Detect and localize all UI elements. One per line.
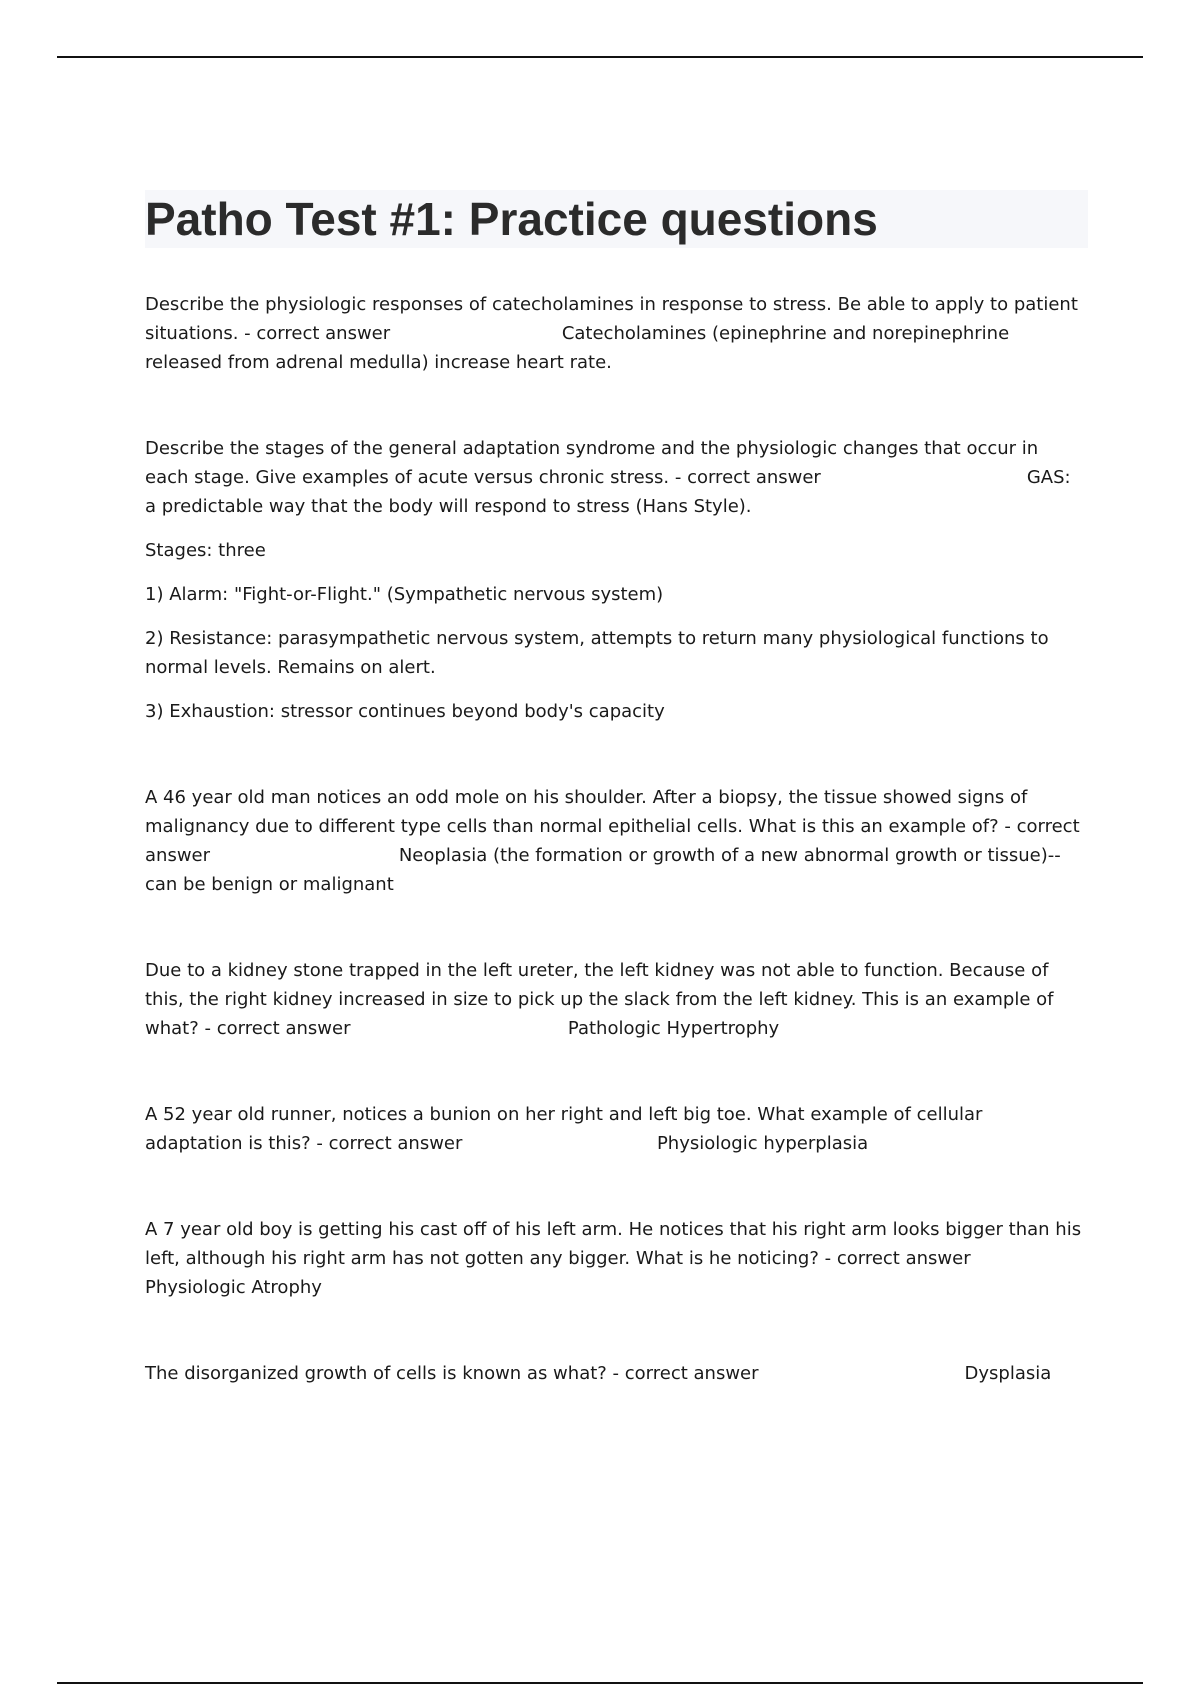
answer-spacer: [350, 1018, 567, 1039]
answer-text: Neoplasia (the formation or growth of a new abnormal growth or tissue)-- can be benign or malignant: [145, 845, 1067, 895]
answer-detail: 1) Alarm: "Fight-or-Flight." (Sympathetic nervous system): [145, 584, 664, 605]
answer-spacer: [210, 845, 399, 866]
question-text: Due to a kidney stone trapped in the left ureter, the left kidney was not able to function. Because of this, the right kidney increased in size to pick up the slack from the left kidney. This is an example of what? - correct answer: [145, 960, 1060, 1039]
qa-item-4: [145, 956, 1085, 1043]
qa-item-5: [145, 1100, 1085, 1158]
separator: [145, 1158, 1085, 1215]
answer-text: Physiologic Atrophy: [145, 1277, 322, 1298]
answer-spacer: [759, 1363, 965, 1384]
qa-item-6: [145, 1215, 1085, 1302]
qa-item-3: [145, 783, 1085, 899]
separator: [145, 1043, 1085, 1100]
answer-detail: 2) Resistance: parasympathetic nervous system, attempts to return many physiological functions to normal levels. Remains on alert.: [145, 628, 1055, 678]
bottom-rule: [57, 1682, 1143, 1684]
answer-spacer: [390, 323, 562, 344]
qa-item-2: [145, 434, 1085, 521]
answer-text: Physiologic hyperplasia: [656, 1133, 869, 1154]
question-text: Describe the physiologic responses of catecholamines in response to stress. Be able to apply to patient situations. - correct answer: [145, 294, 1084, 344]
top-rule: [57, 56, 1143, 58]
answer-text: GAS: a predictable way that the body will respond to stress (Hans Style).: [145, 467, 1077, 517]
question-text: A 52 year old runner, notices a bunion on her right and left big toe. What example of cellular adaptation is this? - correct answer: [145, 1104, 989, 1154]
answer-spacer: [462, 1133, 657, 1154]
qa-item-1: [145, 290, 1085, 377]
answer-spacer: [821, 467, 1027, 488]
separator: [145, 899, 1085, 956]
answer-detail: Stages: three: [145, 540, 266, 561]
qa-item-7: [145, 1359, 1085, 1388]
question-text: A 7 year old boy is getting his cast off of his left arm. He notices that his right arm looks bigger than his left, although his right arm has not gotten any bigger. What is he noticing? - correct answer: [145, 1219, 1087, 1269]
separator: [145, 1302, 1085, 1359]
answer-text: Catecholamines (epinephrine and norepinephrine released from adrenal medulla) increase heart rate.: [145, 323, 1015, 373]
answer-text: Dysplasia: [964, 1363, 1052, 1384]
separator: [145, 377, 1085, 434]
answer-spacer: [971, 1248, 1143, 1269]
question-text: Describe the stages of the general adaptation syndrome and the physiologic changes that occur in each stage. Give examples of acute versus chronic stress. - correct answer: [145, 438, 1044, 488]
separator: [145, 726, 1085, 783]
answer-detail: 3) Exhaustion: stressor continues beyond body's capacity: [145, 701, 665, 722]
question-text: The disorganized growth of cells is known as what? - correct answer: [145, 1363, 759, 1384]
answer-text: Pathologic Hypertrophy: [567, 1018, 780, 1039]
page-title: Patho Test #1: Practice questions: [145, 193, 878, 245]
question-text: A 46 year old man notices an odd mole on his shoulder. After a biopsy, the tissue showed signs of malignancy due to different type cells than normal epithelial cells. What is this an example of? - correct answer: [145, 787, 1086, 866]
question-list: [145, 290, 1085, 1388]
